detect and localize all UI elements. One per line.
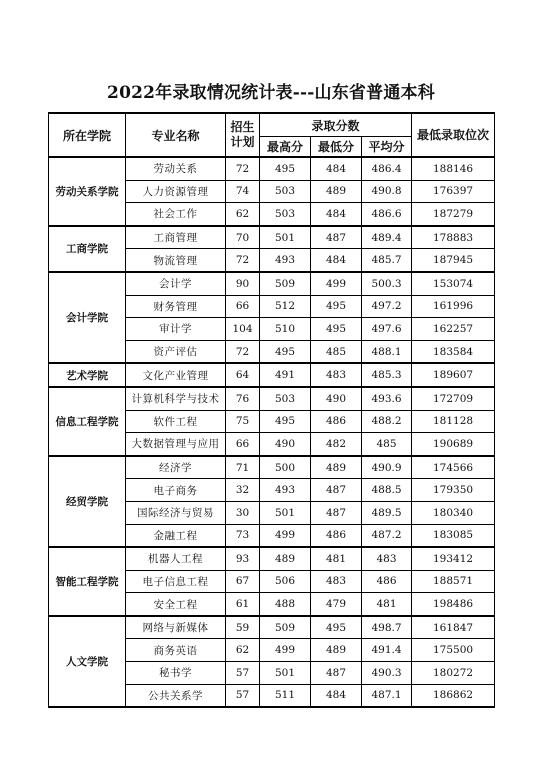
plan-cell: 93 [226, 547, 260, 570]
max-score-cell: 503 [260, 180, 311, 203]
max-score-cell: 493 [260, 479, 311, 502]
avg-score-cell: 486 [362, 570, 412, 593]
avg-score-cell: 497.6 [362, 318, 412, 341]
major-cell: 公共关系学 [126, 684, 226, 707]
major-cell: 国际经济与贸易 [126, 501, 226, 524]
major-cell: 机器人工程 [126, 547, 226, 570]
max-score-cell: 511 [260, 684, 311, 707]
min-score-cell: 484 [311, 157, 362, 180]
min-score-cell: 484 [311, 203, 362, 226]
header-min: 最低分 [311, 137, 362, 158]
college-cell: 会计学院 [49, 272, 126, 363]
major-cell: 劳动关系 [126, 157, 226, 180]
min-score-cell: 484 [311, 249, 362, 272]
max-score-cell: 506 [260, 570, 311, 593]
plan-cell: 75 [226, 410, 260, 433]
avg-score-cell: 481 [362, 593, 412, 616]
major-cell: 资产评估 [126, 340, 226, 363]
max-score-cell: 495 [260, 157, 311, 180]
max-score-cell: 488 [260, 593, 311, 616]
plan-cell: 61 [226, 593, 260, 616]
table-row [49, 226, 495, 249]
max-score-cell: 503 [260, 203, 311, 226]
plan-cell: 72 [226, 249, 260, 272]
table-row [49, 616, 495, 639]
max-score-cell: 493 [260, 249, 311, 272]
avg-score-cell: 488.1 [362, 340, 412, 363]
min-score-cell: 484 [311, 684, 362, 707]
min-rank-cell: 186862 [412, 684, 495, 707]
avg-score-cell: 498.7 [362, 616, 412, 639]
min-score-cell: 486 [311, 410, 362, 433]
max-score-cell: 501 [260, 501, 311, 524]
avg-score-cell: 497.2 [362, 295, 412, 318]
plan-cell: 66 [226, 433, 260, 456]
min-rank-cell: 172709 [412, 387, 495, 410]
avg-score-cell: 490.3 [362, 662, 412, 685]
plan-cell: 57 [226, 662, 260, 685]
plan-cell: 30 [226, 501, 260, 524]
table-body [49, 157, 495, 707]
min-score-cell: 499 [311, 272, 362, 295]
plan-cell: 90 [226, 272, 260, 295]
avg-score-cell: 488.2 [362, 410, 412, 433]
min-score-cell: 483 [311, 363, 362, 387]
major-cell: 财务管理 [126, 295, 226, 318]
min-score-cell: 495 [311, 616, 362, 639]
min-rank-cell: 181128 [412, 410, 495, 433]
avg-score-cell: 489.5 [362, 501, 412, 524]
min-rank-cell: 153074 [412, 272, 495, 295]
max-score-cell: 491 [260, 363, 311, 387]
min-score-cell: 495 [311, 318, 362, 341]
plan-cell: 72 [226, 340, 260, 363]
major-cell: 电子商务 [126, 479, 226, 502]
avg-score-cell: 487.1 [362, 684, 412, 707]
max-score-cell: 501 [260, 226, 311, 249]
avg-score-cell: 485 [362, 433, 412, 456]
max-score-cell: 499 [260, 524, 311, 547]
min-rank-cell: 176397 [412, 180, 495, 203]
min-rank-cell: 175500 [412, 639, 495, 662]
min-score-cell: 489 [311, 639, 362, 662]
max-score-cell: 495 [260, 340, 311, 363]
avg-score-cell: 489.4 [362, 226, 412, 249]
page-title: 2022年录取情况统计表---山东省普通本科 [107, 83, 435, 103]
major-cell: 安全工程 [126, 593, 226, 616]
header-row-1 [49, 113, 495, 137]
plan-cell: 74 [226, 180, 260, 203]
header-plan: 招生计划 [226, 113, 260, 157]
avg-score-cell: 485.7 [362, 249, 412, 272]
college-cell: 经贸学院 [49, 456, 126, 547]
avg-score-cell: 488.5 [362, 479, 412, 502]
plan-cell: 64 [226, 363, 260, 387]
college-cell: 艺术学院 [49, 363, 126, 387]
major-cell: 社会工作 [126, 203, 226, 226]
plan-cell: 104 [226, 318, 260, 341]
major-cell: 文化产业管理 [126, 363, 226, 387]
avg-score-cell: 491.4 [362, 639, 412, 662]
table-row [49, 157, 495, 180]
min-score-cell: 483 [311, 570, 362, 593]
major-cell: 经济学 [126, 456, 226, 479]
min-rank-cell: 180340 [412, 501, 495, 524]
min-rank-cell: 188146 [412, 157, 495, 180]
min-rank-cell: 198486 [412, 593, 495, 616]
avg-score-cell: 490.8 [362, 180, 412, 203]
major-cell: 工商管理 [126, 226, 226, 249]
table-row [49, 387, 495, 410]
max-score-cell: 510 [260, 318, 311, 341]
plan-cell: 62 [226, 639, 260, 662]
min-rank-cell: 183584 [412, 340, 495, 363]
min-score-cell: 490 [311, 387, 362, 410]
major-cell: 秘书学 [126, 662, 226, 685]
min-rank-cell: 193412 [412, 547, 495, 570]
min-rank-cell: 162257 [412, 318, 495, 341]
min-rank-cell: 179350 [412, 479, 495, 502]
major-cell: 电子信息工程 [126, 570, 226, 593]
max-score-cell: 490 [260, 433, 311, 456]
max-score-cell: 509 [260, 616, 311, 639]
college-cell: 人文学院 [49, 616, 126, 707]
header-college: 所在学院 [49, 113, 126, 157]
header-rank: 最低录取位次 [412, 113, 495, 157]
max-score-cell: 509 [260, 272, 311, 295]
min-rank-cell: 161996 [412, 295, 495, 318]
plan-cell: 67 [226, 570, 260, 593]
min-rank-cell: 188571 [412, 570, 495, 593]
major-cell: 金融工程 [126, 524, 226, 547]
plan-cell: 72 [226, 157, 260, 180]
header-avg: 平均分 [362, 137, 412, 158]
avg-score-cell: 486.6 [362, 203, 412, 226]
major-cell: 计算机科学与技术 [126, 387, 226, 410]
plan-cell: 59 [226, 616, 260, 639]
table-row [49, 363, 495, 387]
min-score-cell: 487 [311, 479, 362, 502]
min-rank-cell: 190689 [412, 433, 495, 456]
min-score-cell: 485 [311, 340, 362, 363]
min-score-cell: 479 [311, 593, 362, 616]
max-score-cell: 503 [260, 387, 311, 410]
min-score-cell: 482 [311, 433, 362, 456]
major-cell: 会计学 [126, 272, 226, 295]
plan-cell: 71 [226, 456, 260, 479]
table-row [49, 272, 495, 295]
min-score-cell: 486 [311, 524, 362, 547]
plan-cell: 32 [226, 479, 260, 502]
header-major: 专业名称 [126, 113, 226, 157]
plan-cell: 76 [226, 387, 260, 410]
avg-score-cell: 487.2 [362, 524, 412, 547]
avg-score-cell: 500.3 [362, 272, 412, 295]
min-score-cell: 495 [311, 295, 362, 318]
max-score-cell: 499 [260, 639, 311, 662]
major-cell: 人力资源管理 [126, 180, 226, 203]
min-rank-cell: 178883 [412, 226, 495, 249]
major-cell: 审计学 [126, 318, 226, 341]
min-rank-cell: 174566 [412, 456, 495, 479]
min-score-cell: 487 [311, 501, 362, 524]
college-cell: 劳动关系学院 [49, 157, 126, 226]
plan-cell: 62 [226, 203, 260, 226]
min-rank-cell: 189607 [412, 363, 495, 387]
major-cell: 物流管理 [126, 249, 226, 272]
avg-score-cell: 493.6 [362, 387, 412, 410]
college-cell: 信息工程学院 [49, 387, 126, 456]
min-score-cell: 489 [311, 180, 362, 203]
min-rank-cell: 187279 [412, 203, 495, 226]
max-score-cell: 489 [260, 547, 311, 570]
major-cell: 软件工程 [126, 410, 226, 433]
max-score-cell: 512 [260, 295, 311, 318]
avg-score-cell: 486.4 [362, 157, 412, 180]
max-score-cell: 500 [260, 456, 311, 479]
min-score-cell: 487 [311, 226, 362, 249]
max-score-cell: 495 [260, 410, 311, 433]
table-row [49, 456, 495, 479]
min-rank-cell: 161847 [412, 616, 495, 639]
min-rank-cell: 180272 [412, 662, 495, 685]
avg-score-cell: 490.9 [362, 456, 412, 479]
avg-score-cell: 483 [362, 547, 412, 570]
header-max: 最高分 [260, 137, 311, 158]
min-score-cell: 489 [311, 456, 362, 479]
major-cell: 网络与新媒体 [126, 616, 226, 639]
major-cell: 大数据管理与应用 [126, 433, 226, 456]
avg-score-cell: 485.3 [362, 363, 412, 387]
admission-statistics-table [48, 112, 495, 708]
major-cell: 商务英语 [126, 639, 226, 662]
min-rank-cell: 183085 [412, 524, 495, 547]
college-cell: 智能工程学院 [49, 547, 126, 616]
plan-cell: 73 [226, 524, 260, 547]
plan-cell: 70 [226, 226, 260, 249]
plan-cell: 66 [226, 295, 260, 318]
college-cell: 工商学院 [49, 226, 126, 272]
min-rank-cell: 187945 [412, 249, 495, 272]
min-score-cell: 487 [311, 662, 362, 685]
plan-cell: 57 [226, 684, 260, 707]
max-score-cell: 501 [260, 662, 311, 685]
header-score: 录取分数 [260, 113, 412, 137]
min-score-cell: 481 [311, 547, 362, 570]
table-row [49, 547, 495, 570]
